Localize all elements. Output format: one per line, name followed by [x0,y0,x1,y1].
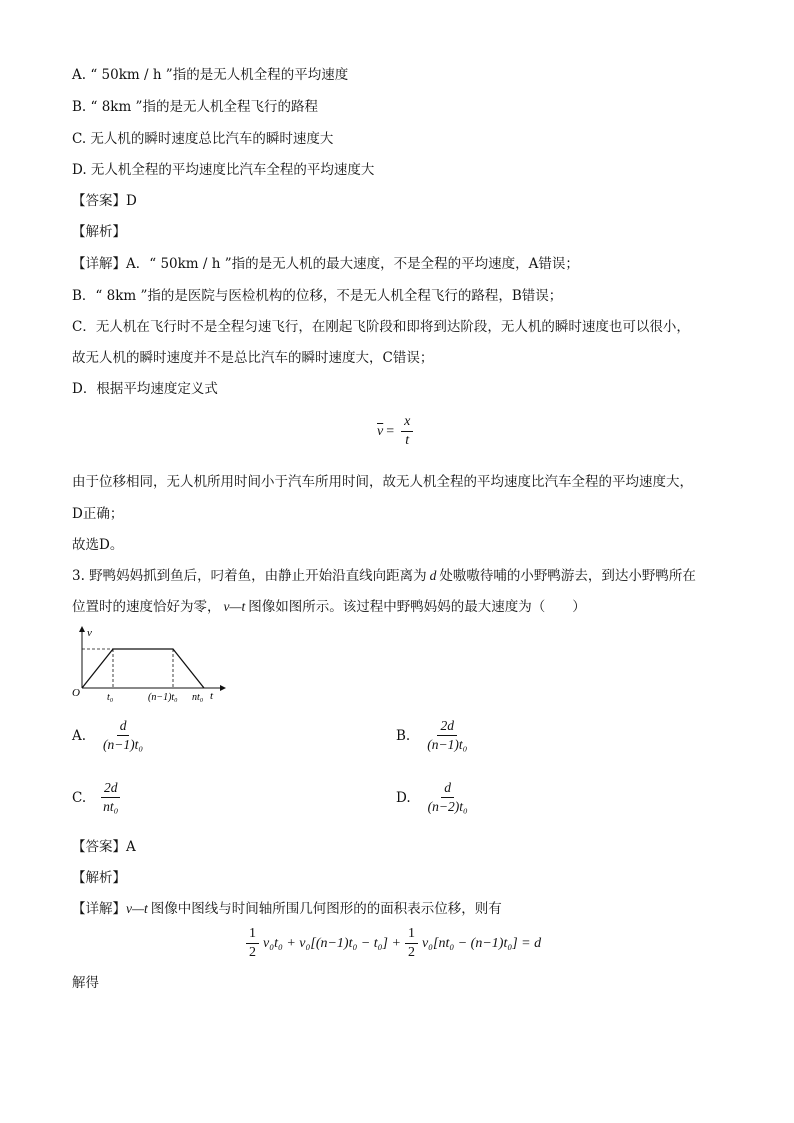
q3-detail-text: 图像中图线与时间轴所围几何图形的的面积表示位移，则有 [150,901,502,917]
eq-half-1 [246,926,259,961]
q3-option-c [72,780,125,815]
option-a-num: d [117,718,130,736]
option-c-den: nt₀ [103,799,119,814]
formula-numerator: x [401,414,413,432]
option-b-den: (n−1)t₀ [427,737,468,752]
v-axis-label: v [87,627,92,639]
q3-solve: 解得 [72,975,99,991]
average-velocity-formula [377,414,417,449]
option-a-den: (n−1)t₀ [103,737,144,752]
displacement-equation [242,926,541,961]
eq-half-1-den: 2 [249,945,256,960]
option-c-label: C. [72,789,87,806]
t-axis-arrow [220,685,226,691]
origin-label: O [72,687,80,699]
q2-option-a: A. “ 50km / h ”指的是无人机全程的平均速度 [72,67,349,83]
option-d-den: (n−2)t₀ [427,799,468,814]
q2-detail-c1: C．无人机在飞行时不是全程匀速飞行，在刚起飞阶段和即将到达阶段，无人机的瞬时速度也可以很小， [72,319,690,335]
t-axis-label: t [210,690,214,702]
q3-answer-value: A [126,839,136,855]
option-a-fraction [100,718,146,753]
q2-option-b: B. “ 8km ”指的是无人机全程飞行的路程 [72,99,318,115]
q3-stem-line2 [72,598,586,616]
tick-n1t0: (n−1)t₀ [148,692,178,703]
eq-half-2-num: 1 [405,926,418,944]
q2-detail-d: D．根据平均速度定义式 [72,381,218,397]
q2-choose: 故选D。 [72,537,124,553]
q3-stem2-a: 位置时的速度恰好为零， [72,599,221,615]
q2-answer-line [72,192,137,210]
option-b-label: B. [396,727,411,744]
option-d-fraction [425,780,471,815]
q3-stem1-var: d [429,568,437,583]
formula-lhs: $\overline{v}$ [377,423,384,439]
eq-half-2-den: 2 [407,945,415,960]
q3-stem-line1 [72,567,696,585]
q3-stem1-b: 处嗷嗷待哺的小野鸭游去，到达小野鸭所在 [439,568,696,584]
q2-detail-b: B．“ 8km ”指的是医院与医检机构的位移，不是无人机全程飞行的路程，B错误； [72,288,563,304]
option-a-label: A. [72,727,87,744]
q3-detail-var: v—t [126,901,148,916]
q3-option-a [72,718,150,753]
q3-answer-line [72,838,136,856]
option-d-label: D. [396,789,411,806]
answer-tag: 【答案】 [72,193,126,209]
formula-denominator: t [405,433,410,448]
eq-half-2 [405,926,418,961]
q2-option-c: C. 无人机的瞬时速度总比汽车的瞬时速度大 [72,131,334,147]
q3-stem2-var: v—t [223,599,246,614]
q3-stem2-b: 图像如图所示。该过程中野鸭妈妈的最大速度为（ ） [248,599,586,615]
q3-stem1-a: 3. 野鸭妈妈抓到鱼后，叼着鱼，由静止开始沿直线向距离为 [72,568,427,584]
tick-nt0: nt₀ [192,692,204,703]
q2-conclusion-2: D正确； [72,506,124,522]
formula-eq: = [386,423,395,439]
q3-option-b [396,718,474,753]
option-c-fraction [100,780,121,815]
v-axis-arrow [79,626,85,632]
option-b-num: 2d [437,718,457,736]
tick-t0: t₀ [107,692,114,703]
vt-graph [70,624,230,704]
detail-tag: 【详解】 [72,256,126,272]
vt-curve [82,649,204,688]
eq-part-1: v₀t₀ + v₀[(n−1)t₀ − t₀] + [263,935,401,951]
q2-detail-a [72,255,579,273]
q2-conclusion-1: 由于位移相同，无人机所用时间小于汽车所用时间，故无人机全程的平均速度比汽车全程的平均速度大， [72,474,693,490]
q3-answer-tag: 【答案】 [72,839,126,855]
answer-value: D [126,193,137,209]
q3-detail-line [72,900,502,918]
eq-part-2: v₀[nt₀ − (n−1)t₀] = d [421,935,542,951]
q2-detail-c2: 故无人机的瞬时速度并不是总比汽车的瞬时速度大，C错误； [72,350,434,366]
eq-half-1-num: 1 [246,926,259,944]
formula-fraction [401,414,413,449]
q3-option-d [396,780,475,815]
q3-detail-tag: 【详解】 [72,901,126,917]
q3-analysis-tag: 【解析】 [72,870,126,886]
option-b-fraction [424,718,470,753]
option-d-num: d [441,780,454,798]
q2-analysis-tag: 【解析】 [72,224,126,240]
q2-option-d: D. 无人机全程的平均速度比汽车全程的平均速度大 [72,162,375,178]
option-c-num: 2d [101,780,121,798]
detail-a-text: A．“ 50km / h ”指的是无人机的最大速度，不是全程的平均速度，A错误； [126,256,579,272]
